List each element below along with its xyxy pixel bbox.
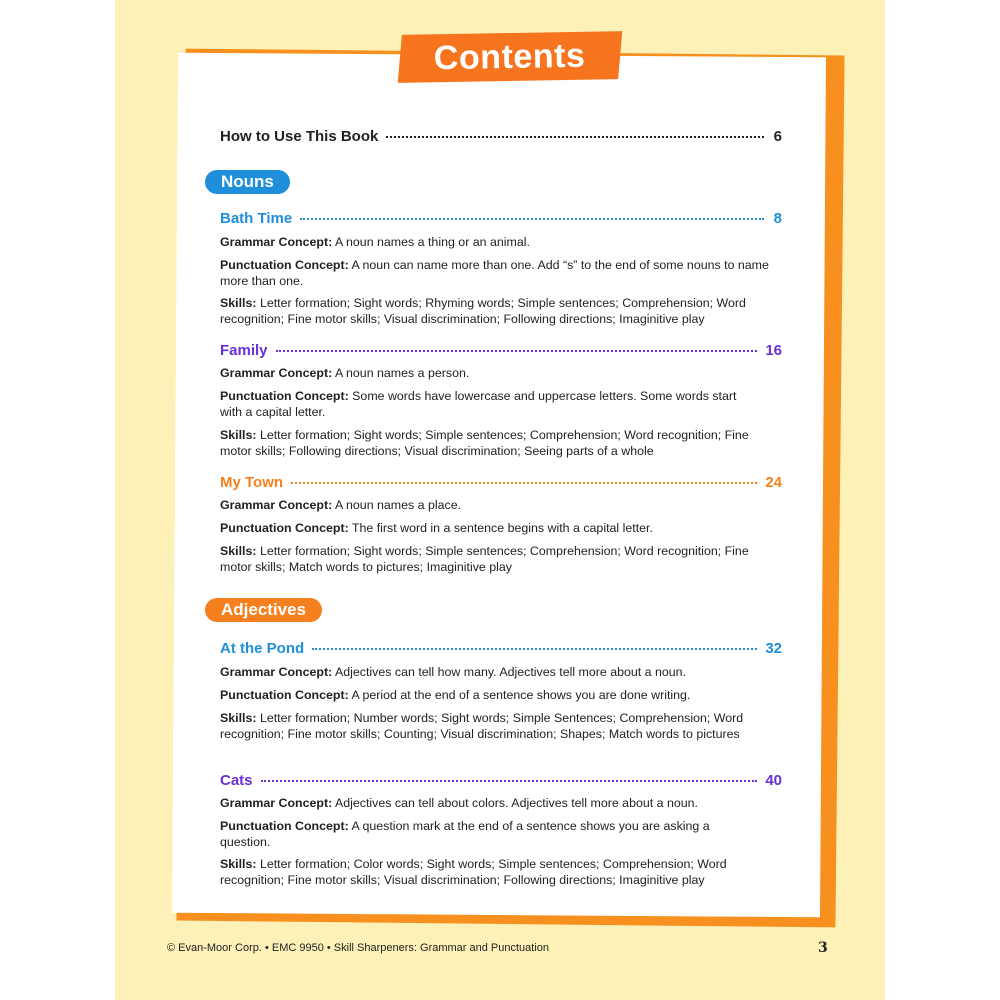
section-tag-label: Nouns [221,172,274,191]
skills [220,857,765,888]
title-banner [398,31,623,83]
skills [220,544,760,575]
skills-text: Letter formation; Sight words; Simple sentences; Comprehension; Word recognition; Fine motor skills; Following directions; Visual discrimination; Seeing parts of a whole [220,428,749,458]
grammar-label: Grammar Concept: [220,366,333,380]
skills-text: Letter formation; Number words; Sight words; Simple Sentences; Comprehension; Word recognition; Fine motor skills; Counting; Visual discrimination; Shapes; Match words to pictures [220,711,744,741]
dot-leader [291,482,757,484]
grammar-concept [220,498,780,514]
dot-leader [300,218,764,220]
grammar-text: A noun names a thing or an animal. [332,235,530,249]
toc-entry-bath-time[interactable] [220,210,782,227]
footer-copyright: © Evan-Moor Corp. • EMC 9950 • Skill Sharpeners: Grammar and Punctuation [167,942,550,954]
toc-entry-page: 16 [765,342,782,359]
toc-entry-cats[interactable] [220,772,782,789]
punctuation-label: Punctuation Concept: [220,258,349,272]
skills-label: Skills: [220,296,257,310]
toc-entry-title: How to Use This Book [220,128,379,145]
grammar-concept [220,366,780,382]
grammar-label: Grammar Concept: [220,498,333,512]
punctuation-concept [220,258,770,289]
punctuation-text: A question mark at the end of a sentence shows you are asking a question. [220,819,710,849]
skills-label: Skills: [220,428,257,442]
grammar-label: Grammar Concept: [220,235,333,249]
dot-leader [276,350,758,352]
toc-entry-title: My Town [220,474,284,491]
page-number: 3 [818,940,828,956]
dot-leader [386,136,764,138]
punctuation-label: Punctuation Concept: [220,389,349,403]
skills [220,296,780,327]
toc-entry-page: 6 [773,128,782,145]
page-title: Contents [433,36,587,77]
punctuation-concept [220,389,750,420]
punctuation-concept [220,688,780,704]
punctuation-concept [220,521,780,537]
punctuation-label: Punctuation Concept: [220,688,349,702]
skills-label: Skills: [220,544,257,558]
skills [220,711,750,742]
toc-entry-title: Family [220,342,268,359]
toc-entry-title: Cats [220,772,253,789]
punctuation-label: Punctuation Concept: [220,819,349,833]
skills-text: Letter formation; Color words; Sight words; Simple sentences; Comprehension; Word recognition; Fine motor skills; Visual discrimination; Following directions; Imaginitive play [220,857,727,887]
toc-entry-at-the-pond[interactable] [220,640,782,657]
dot-leader [312,648,757,650]
toc-entry-how-to-use[interactable] [220,128,782,145]
punctuation-text: Some words have lowercase and uppercase letters. Some words start with a capital letter. [220,389,737,419]
skills-text: Letter formation; Sight words; Simple sentences; Comprehension; Word recognition; Fine motor skills; Match words to pictures; Imaginitive play [220,544,749,574]
grammar-label: Grammar Concept: [220,665,333,679]
toc-entry-page: 24 [765,474,782,491]
grammar-label: Grammar Concept: [220,796,333,810]
skills [220,428,755,459]
toc-entry-page: 32 [765,640,782,657]
grammar-text: A noun names a person. [332,366,470,380]
grammar-text: A noun names a place. [332,498,462,512]
toc-entry-title: At the Pond [220,640,305,657]
section-tag-label: Adjectives [221,600,307,619]
punctuation-text: The first word in a sentence begins with a capital letter. [348,521,653,535]
dot-leader [261,780,758,782]
skills-text: Letter formation; Sight words; Rhyming words; Simple sentences; Comprehension; Word recognition; Fine motor skills; Visual discrimination; Following directions; Imaginitive play [220,296,746,326]
punctuation-label: Punctuation Concept: [220,521,349,535]
punctuation-text: A noun can name more than one. Add “s” to the end of some nouns to name more than one. [220,258,769,288]
grammar-text: Adjectives can tell about colors. Adjectives tell more about a noun. [332,796,698,810]
toc-entry-family[interactable] [220,342,782,359]
section-tag-adjectives [205,598,322,622]
skills-label: Skills: [220,711,257,725]
grammar-concept [220,796,780,812]
toc-entry-page: 8 [773,210,782,227]
grammar-concept [220,235,780,251]
punctuation-concept [220,819,740,850]
punctuation-text: A period at the end of a sentence shows you are done writing. [348,688,691,702]
section-tag-nouns [205,170,290,194]
toc-entry-my-town[interactable] [220,474,782,491]
toc-entry-page: 40 [765,772,782,789]
skills-label: Skills: [220,857,257,871]
grammar-concept [220,665,780,681]
toc-entry-title: Bath Time [220,210,293,227]
grammar-text: Adjectives can tell how many. Adjectives tell more about a noun. [332,665,687,679]
